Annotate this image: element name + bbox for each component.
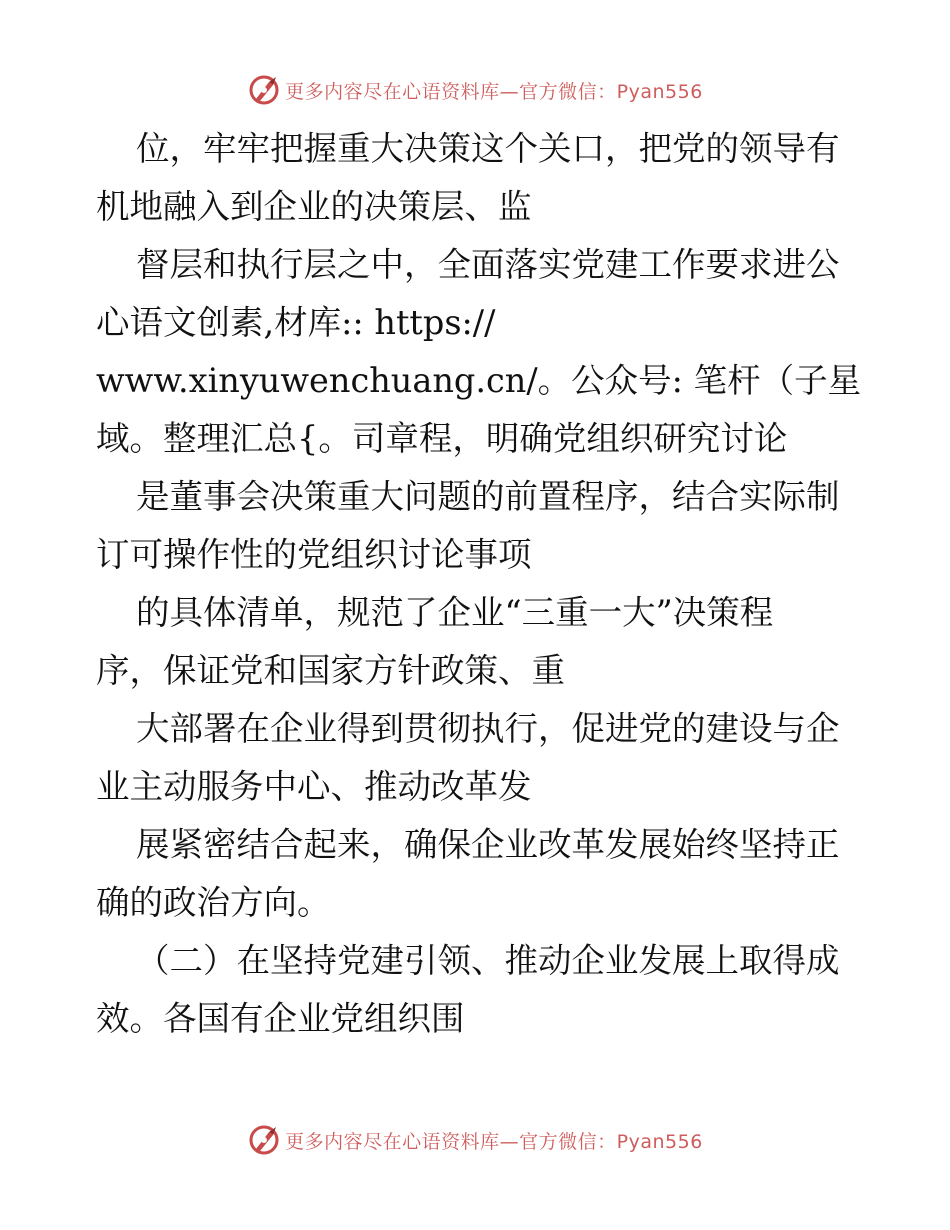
text-line: 是董事会决策重大问题的前置程序，结合实际制 xyxy=(136,477,840,516)
text-line: （二）在坚持党建引领、推动企业发展上取得成 xyxy=(136,941,840,980)
text-line: 订可操作性的党组织讨论事项 xyxy=(96,535,532,574)
text-line: 业主动服务中心、推动改革发 xyxy=(96,767,532,806)
text-line: 效。各国有企业党组织围 xyxy=(96,999,465,1038)
text-line: 位，牢牢把握重大决策这个关口，把党的领导有 xyxy=(136,129,840,168)
text-line: 确的政治方向。 xyxy=(96,883,331,922)
document-body xyxy=(96,120,866,1048)
footer-watermark xyxy=(0,1120,950,1160)
watermark-text: 更多内容尽在心语资料库—官方微信：Pyan556 xyxy=(285,80,703,103)
text-line: 展紧密结合起来，确保企业改革发展始终坚持正 xyxy=(136,825,840,864)
text-line: 序，保证党和国家方针政策、重 xyxy=(96,651,565,690)
text-line: 大部署在企业得到贯彻执行，促进党的建设与企 xyxy=(136,709,840,748)
text-line: 机地融入到企业的决策层、监 xyxy=(96,187,532,226)
text-line: 的具体清单，规范了企业“三重一大”决策程 xyxy=(136,593,774,632)
header-watermark xyxy=(0,70,950,110)
text-line: 督层和执行层之中，全面落实党建工作要求进公 xyxy=(136,245,840,284)
watermark-text: 更多内容尽在心语资料库—官方微信：Pyan556 xyxy=(285,1130,703,1153)
quill-pen-circle-icon xyxy=(247,1123,281,1157)
text-line: 心语文创素,材库:: https:// xyxy=(96,303,496,342)
text-line: www.xinyuwenchuang.cn/。公众号: 笔杆（子星 xyxy=(96,361,862,400)
quill-pen-circle-icon xyxy=(247,73,281,107)
text-line: 域。整理汇总{。司章程，明确党组织研究讨论 xyxy=(96,419,788,458)
